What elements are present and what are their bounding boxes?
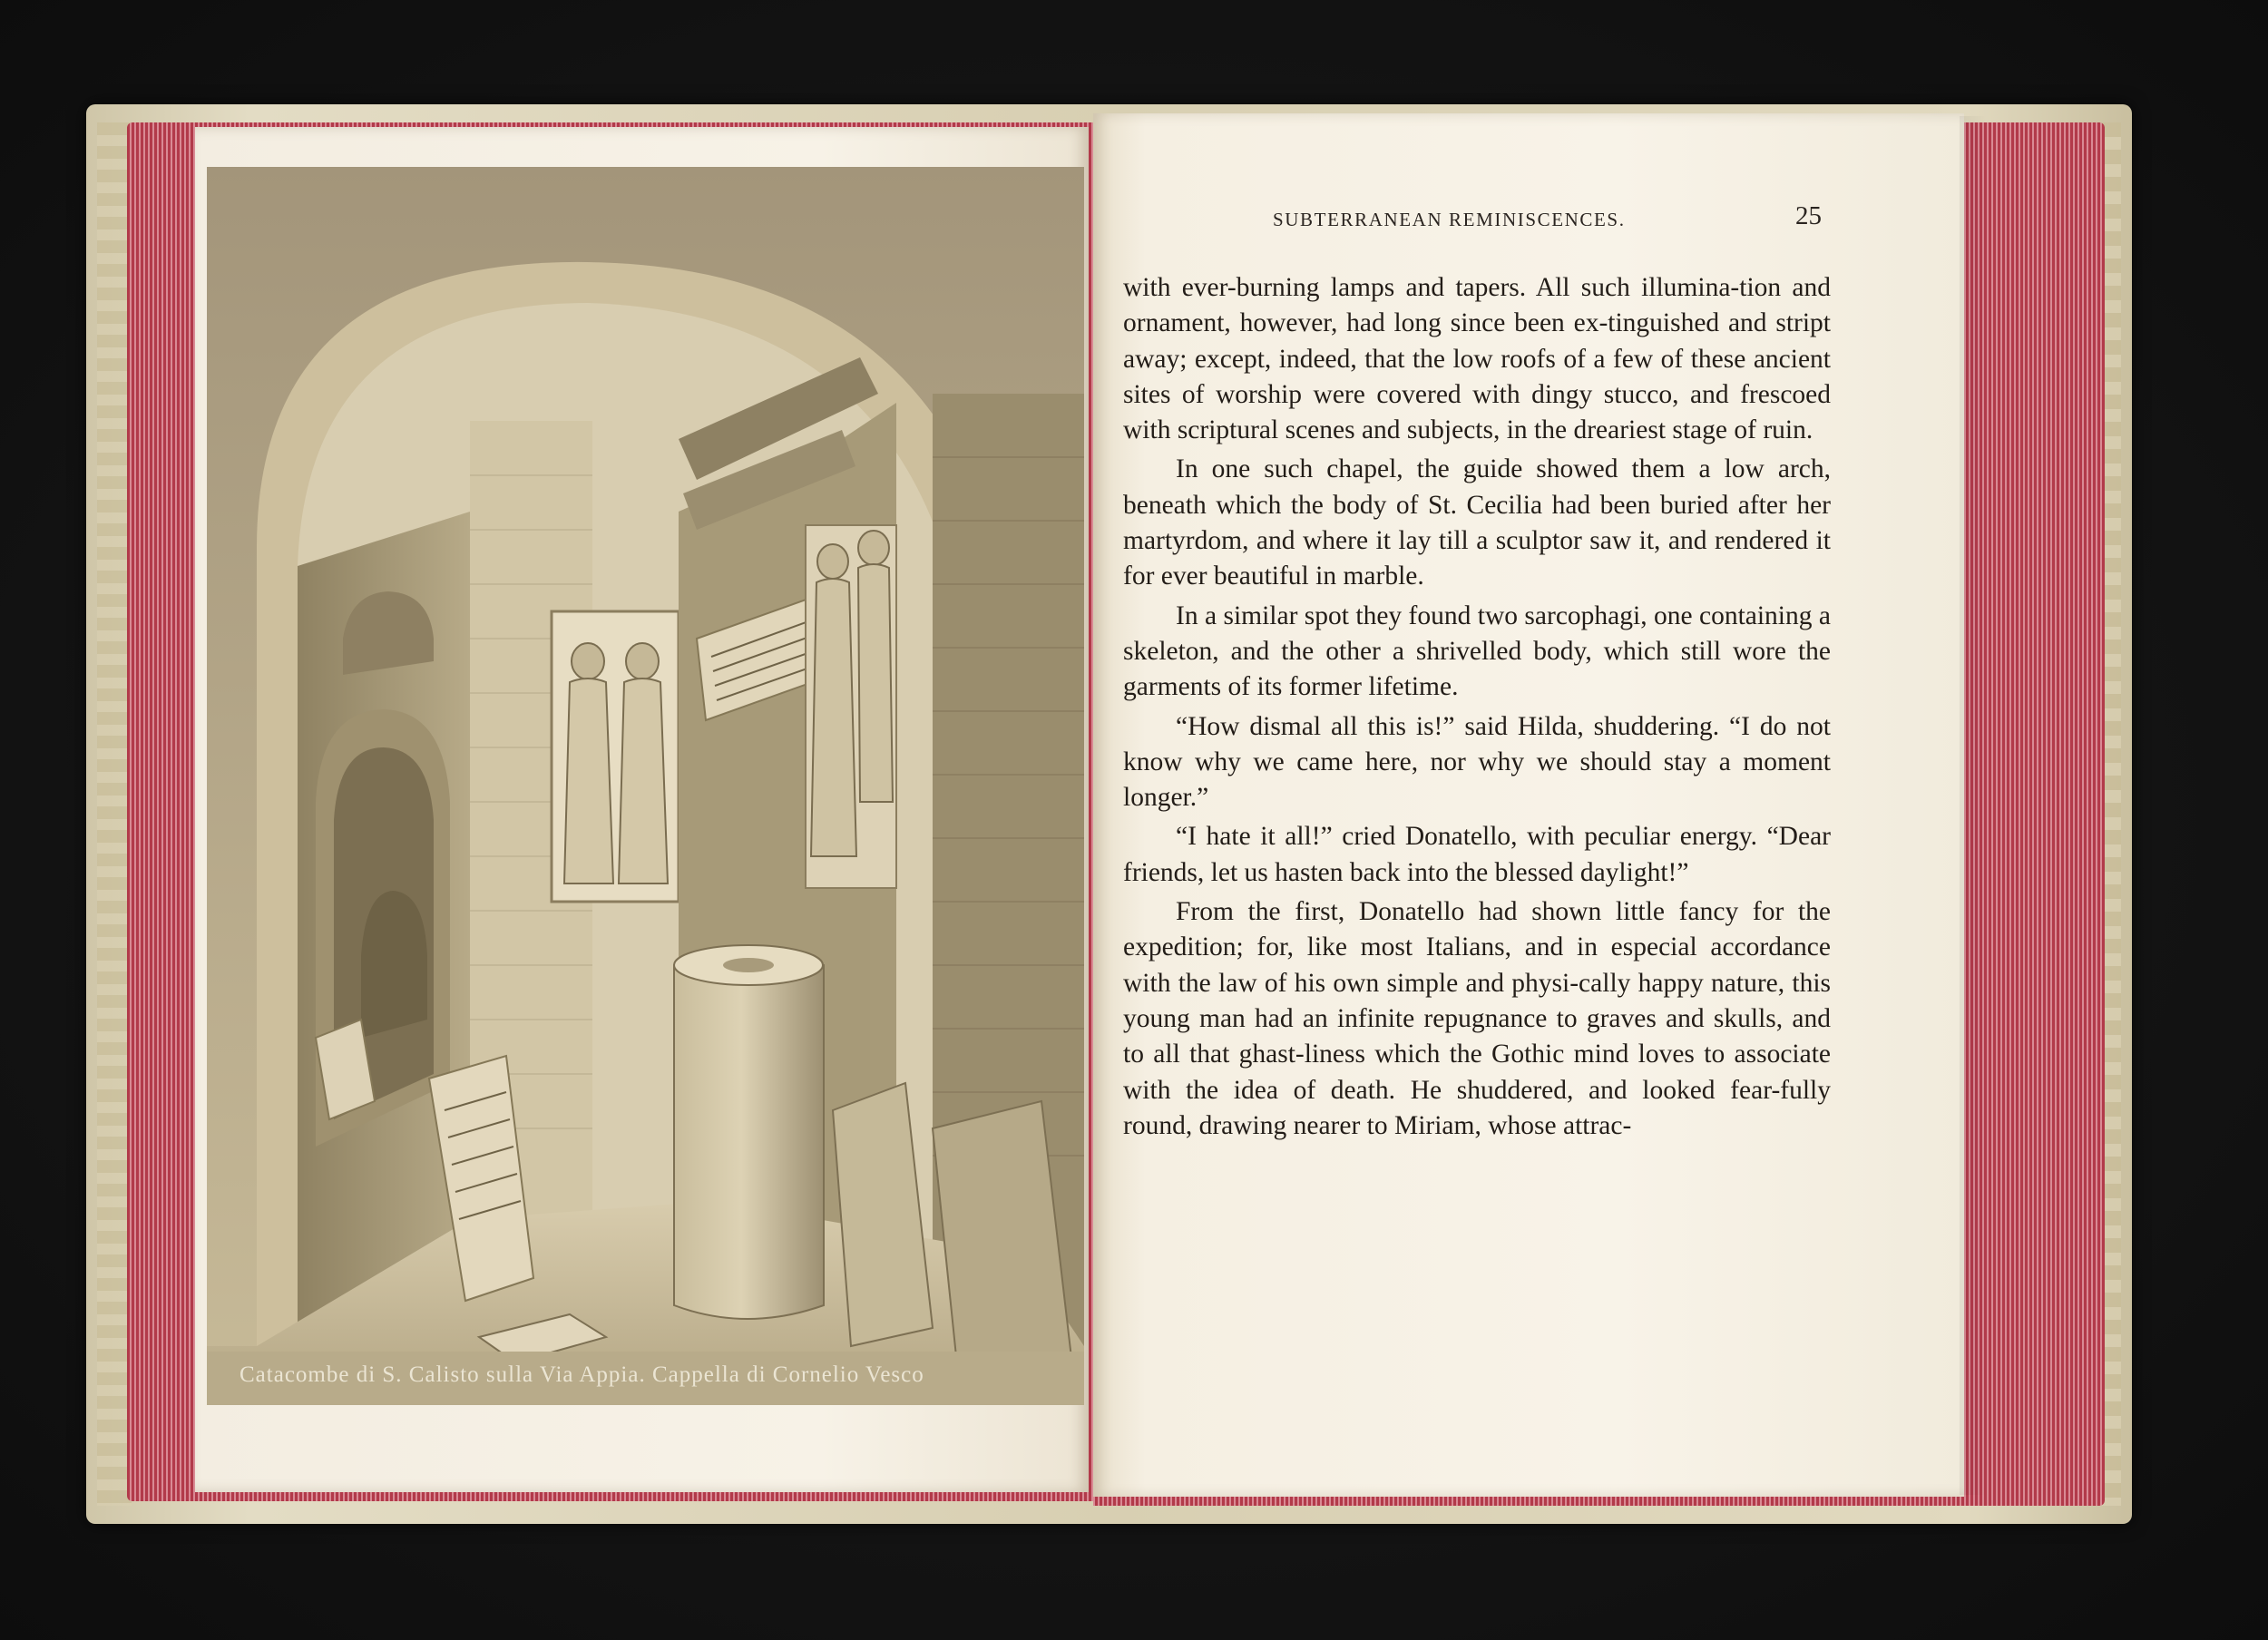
running-title: SUBTERRANEAN REMINISCENCES. [1273,209,1626,230]
body-text [1123,270,1831,1147]
paragraph: From the first, Donatello had shown little fancy for the expedition; for, like most Italians, and in especial accordance with the law of his own simple and physi-cally happy nature, this young man had an infinite repugnance to graves and skulls, and to all that ghast-liness which the Gothic mind loves to associate with the idea of death. He shuddered, and looked fear-fully round, drawing nearer to Miriam, whose attrac- [1123,897,1831,1140]
photo-caption: Catacombe di S. Calisto sulla Via Appia. Cappella di Cornelio Vesco [240,1362,924,1387]
paragraph: “I hate it all!” cried Donatello, with peculiar energy. “Dear friends, let us hasten back into the blessed daylight!” [1123,822,1831,887]
page-number: 25 [1795,201,1822,230]
paragraph: In a similar spot they found two sarcophagi, one containing a skeleton, and the other a shrivelled body, which still wore the garments of its former lifetime. [1123,600,1831,702]
catacomb-photograph [207,167,1084,1405]
paragraph: In one such chapel, the guide showed them a low arch, beneath which the body of St. Cecilia had been buried after her martyrdom, and where it lay till a sculptor saw it, and rendered it for ever beautiful in marble. [1123,454,1831,591]
paragraph: “How dismal all this is!” said Hilda, shuddering. “I do not know why we came here, nor why we should stay a moment longer.” [1123,711,1831,813]
paragraph: with ever-burning lamps and tapers. All such illumina-tion and ornament, however, had long since been ex-tinguished and stript away; except, indeed, that the low roofs of a few of these ancient sites of worship were covered with dingy stucco, and frescoed with scriptural scenes and subjects, in the dreariest stage of ruin. [1123,273,1831,445]
right-page-edge [1960,116,1987,1495]
running-header [1123,201,1833,243]
